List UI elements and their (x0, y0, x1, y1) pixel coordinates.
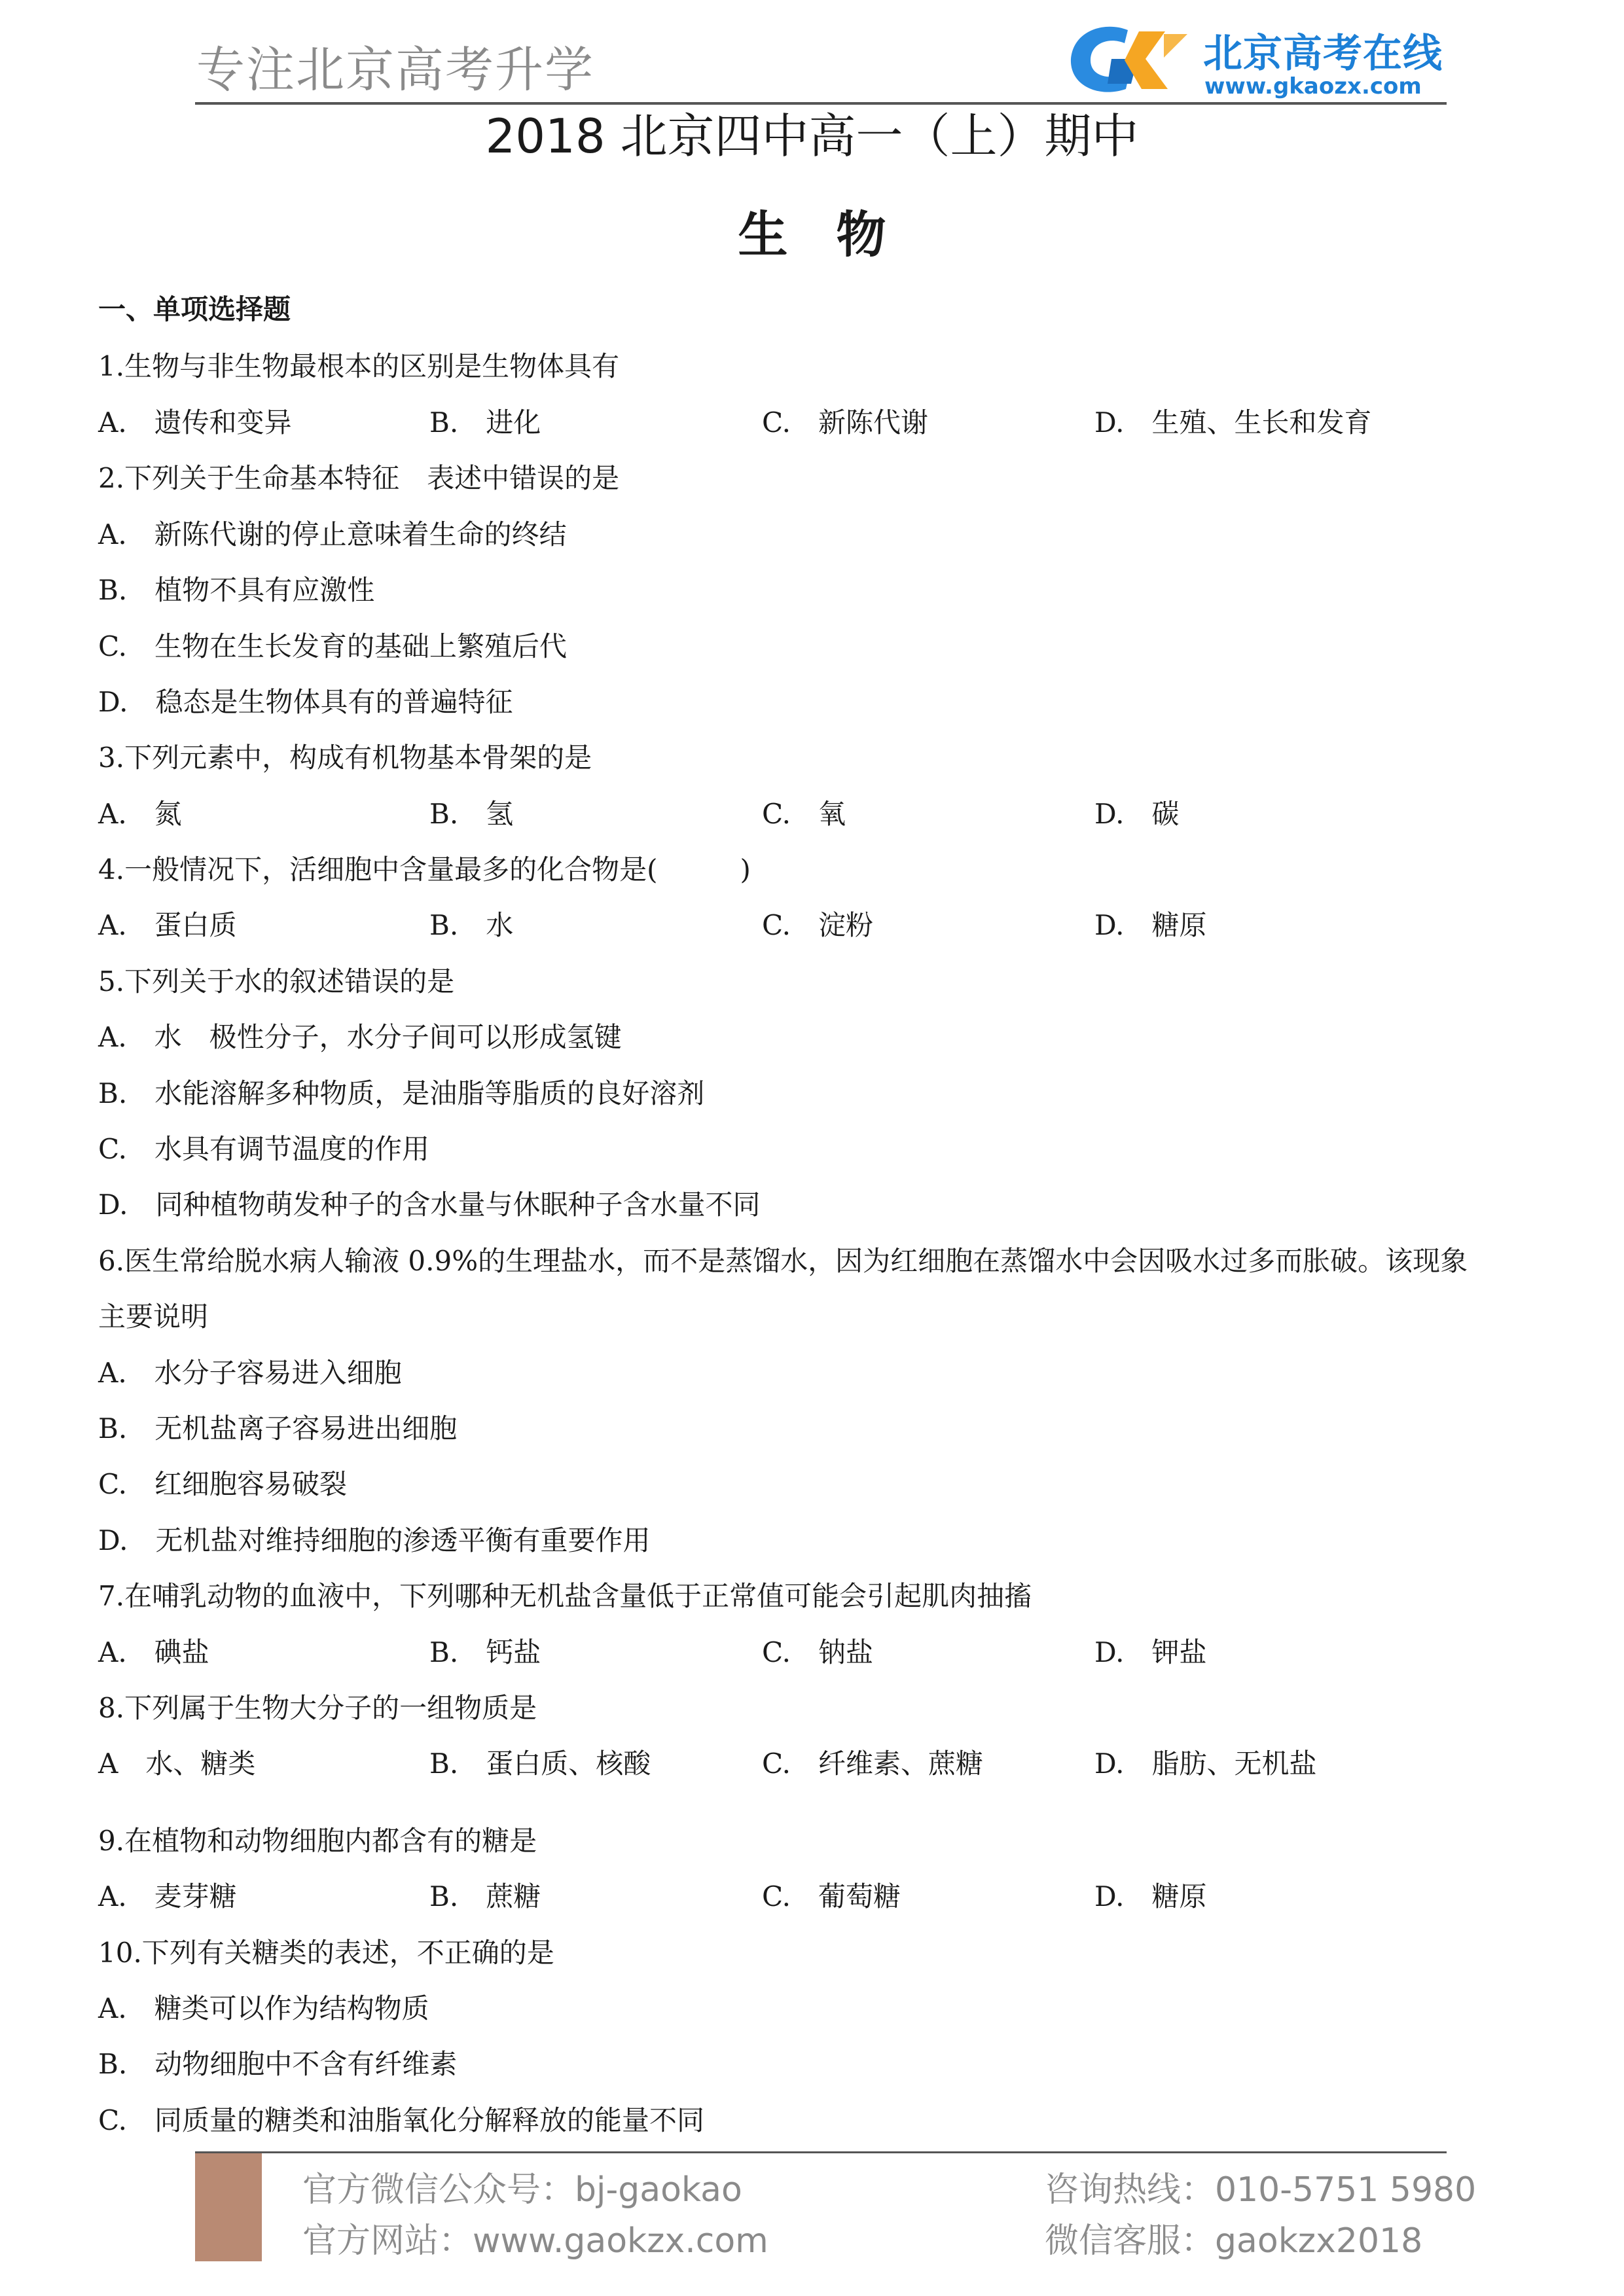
gk-logo-icon (1066, 21, 1197, 99)
question-8-option-a: A 水、糖类 (98, 1748, 256, 1780)
question-9-option-d: D. 糖原 (1094, 1880, 1207, 1912)
question-8-stem: 8.下列属于生物大分子的一组物质是 (98, 1692, 537, 1724)
footer-wechat: 官方微信公众号：bj-gaokao (302, 2170, 742, 2210)
question-8-option-c: C. 纤维素、蔗糖 (762, 1748, 983, 1780)
question-1-option-d: D. 生殖、生长和发育 (1094, 406, 1372, 439)
question-5-option-d: D. 同种植物萌发种子的含水量与休眠种子含水量不同 (98, 1189, 761, 1221)
question-7-stem: 7.在哺乳动物的血液中，下列哪种无机盐含量低于正常值可能会引起肌肉抽搐 (98, 1580, 1032, 1612)
question-9-option-c: C. 葡萄糖 (762, 1880, 901, 1912)
question-2-option-d: D. 稳态是生物体具有的普遍特征 (98, 686, 513, 718)
question-6-option-b: B. 无机盐离子容易进出细胞 (98, 1412, 458, 1444)
question-4-option-a: A. 蛋白质 (98, 909, 237, 941)
question-8-option-b: B. 蛋白质、核酸 (429, 1748, 651, 1780)
subject-title (0, 195, 1624, 266)
question-7-option-d: D. 钾盐 (1094, 1636, 1207, 1668)
question-9-option-b: B. 蔗糖 (429, 1880, 541, 1912)
subject-char-1: 生 (738, 206, 788, 264)
question-5-option-a: A. 水 极性分子，水分子间可以形成氢键 (98, 1021, 622, 1053)
question-5-stem: 5.下列关于水的叙述错误的是 (98, 965, 455, 997)
header-slogan: 专注北京高考升学 (196, 42, 594, 98)
logo-url[interactable]: www.gkaozx.com (1204, 73, 1422, 99)
question-8-option-d: D. 脂肪、无机盐 (1094, 1748, 1317, 1780)
question-1-option-c: C. 新陈代谢 (762, 406, 928, 439)
footer-divider (195, 2151, 1447, 2153)
question-10-option-b: B. 动物细胞中不含有纤维素 (98, 2048, 458, 2080)
section-heading: 一、单项选择题 (98, 293, 291, 325)
footer-service: 微信客服：gaokzx2018 (1045, 2221, 1423, 2261)
footer-hotline: 咨询热线：010-5751 5980 (1045, 2170, 1477, 2210)
footer-accent-bar (195, 2153, 262, 2261)
question-3-option-c: C. 氧 (762, 798, 846, 830)
question-4-option-c: C. 淀粉 (762, 909, 873, 941)
question-7-option-a: A. 碘盐 (98, 1636, 209, 1668)
question-6-option-c: C. 红细胞容易破裂 (98, 1468, 347, 1500)
question-4-option-d: D. 糖原 (1094, 909, 1207, 941)
question-5-option-c: C. 水具有调节温度的作用 (98, 1133, 429, 1165)
question-2-option-c: C. 生物在生长发育的基础上繁殖后代 (98, 630, 567, 662)
question-1-option-b: B. 进化 (429, 406, 541, 439)
question-10-option-c: C. 同质量的糖类和油脂氧化分解释放的能量不同 (98, 2104, 704, 2136)
question-1-stem: 1.生物与非生物最根本的区别是生物体具有 (98, 350, 620, 382)
question-10-stem: 10.下列有关糖类的表述，不正确的是 (98, 1937, 554, 1969)
question-7-option-c: C. 钠盐 (762, 1636, 873, 1668)
question-3-option-a: A. 氮 (98, 798, 182, 830)
question-3-option-b: B. 氢 (429, 798, 514, 830)
question-3-stem: 3.下列元素中，构成有机物基本骨架的是 (98, 742, 592, 774)
question-5-option-b: B. 水能溶解多种物质，是油脂等脂质的良好溶剂 (98, 1077, 705, 1109)
question-10-option-a: A. 糖类可以作为结构物质 (98, 1992, 429, 2024)
question-7-option-b: B. 钙盐 (429, 1636, 541, 1668)
footer-website[interactable]: 官方网站：www.gaokzx.com (302, 2221, 768, 2261)
question-2-stem: 2.下列关于生命基本特征 表述中错误的是 (98, 462, 620, 494)
document-title: 2018 北京四中高一（上）期中 (485, 109, 1139, 164)
question-4-option-b: B. 水 (429, 909, 514, 941)
brand-logo[interactable] (1066, 18, 1458, 103)
question-9-option-a: A. 麦芽糖 (98, 1880, 237, 1912)
question-6-option-d: D. 无机盐对维持细胞的渗透平衡有重要作用 (98, 1524, 651, 1556)
question-3-option-d: D. 碳 (1094, 798, 1180, 830)
logo-name: 北京高考在线 (1203, 31, 1443, 77)
question-2-option-b: B. 植物不具有应激性 (98, 574, 375, 606)
question-6-stem-continued: 主要说明 (98, 1300, 209, 1333)
question-9-stem: 9.在植物和动物细胞内都含有的糖是 (98, 1825, 537, 1857)
subject-char-2: 物 (836, 206, 886, 264)
question-6-option-a: A. 水分子容易进入细胞 (98, 1357, 402, 1389)
question-2-option-a: A. 新陈代谢的停止意味着生命的终结 (98, 518, 567, 550)
question-1-option-a: A. 遗传和变异 (98, 406, 292, 439)
question-4-stem: 4.一般情况下，活细胞中含量最多的化合物是( ) (98, 853, 751, 886)
question-6-stem: 6.医生常给脱水病人输液 0.9%的生理盐水，而不是蒸馏水，因为红细胞在蒸馏水中会因吸水过多而胀破。该现象 (98, 1245, 1468, 1277)
